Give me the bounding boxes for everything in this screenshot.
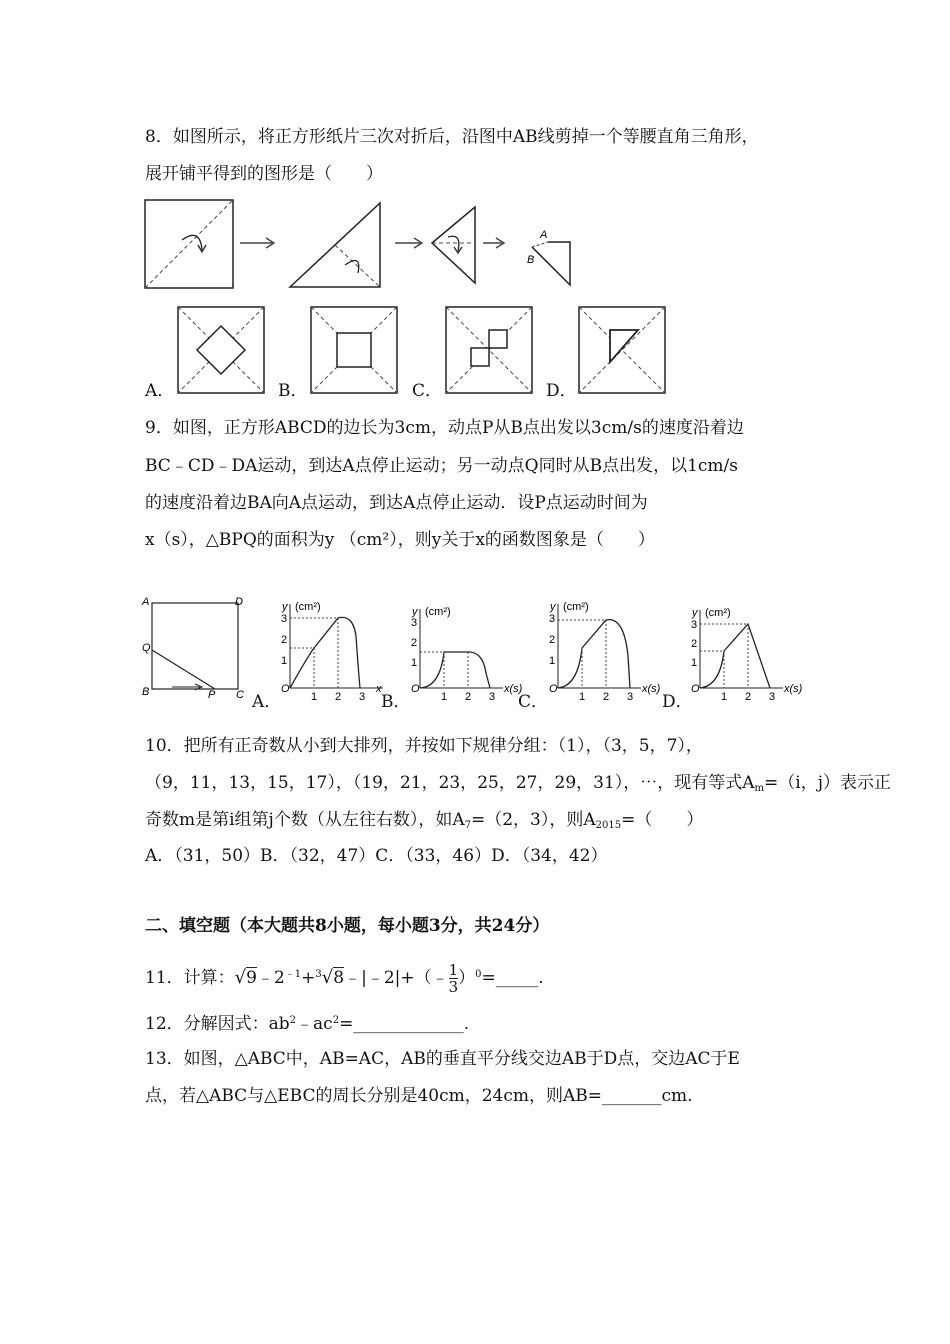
q9-graph-b-ytick-3: 3: [411, 617, 418, 629]
q9-option-b[interactable]: B．: [381, 692, 411, 712]
q9-graph-a-y: y: [282, 601, 288, 613]
q9-label-q: Q: [142, 642, 151, 654]
q10-line-2: （9，11，13，15，17），（19，21，23，25，27，29，31），⋯，现有等式$A_m=(i$，j）表示正: [145, 773, 891, 794]
q9-graph-b-ytick-1: 1: [411, 657, 418, 669]
q9-graph-a-ytick-2: 2: [281, 634, 288, 646]
q9-graph-c-ytick-3: 3: [549, 613, 556, 625]
q9-graph-c-unit: (cm²): [563, 601, 589, 613]
q9-graph-d-ytick-1: 1: [691, 657, 698, 669]
q9-graph-a-xtick-1: 1: [311, 691, 318, 703]
q8-label-b: B: [527, 254, 535, 266]
q9-label-c: C: [236, 689, 244, 701]
q9-label-b: B: [142, 686, 150, 698]
q9-graph-c-x: x(s): [642, 683, 661, 695]
q8-folding-diagram: [140, 195, 580, 295]
q9-label-d: D: [235, 596, 243, 608]
q9-line-3: 的速度沿着边BA向A点运动，到达A点停止运动．设P点运动时间为: [145, 493, 648, 513]
q9-graph-d-xtick-2: 2: [745, 691, 752, 703]
q9-graph-d-ytick-3: 3: [691, 619, 698, 631]
q9-graph-a-origin: O: [281, 683, 290, 695]
q9-option-a[interactable]: A．: [252, 692, 282, 712]
q9-graph-a-xtick-3: 3: [359, 691, 366, 703]
q9-graph-b-origin: O: [411, 683, 420, 695]
q8-line-1: 8．如图所示，将正方形纸片三次对折后，沿图中AB线剪掉一个等腰直角三角形，: [145, 127, 759, 147]
q9-graph-c-ytick-2: 2: [549, 634, 556, 646]
q9-graph-d-xtick-1: 1: [721, 691, 728, 703]
q13-line-1: 13．如图，△ABC中，AB=AC，AB的垂直平分线交边AB于D点，交边AC于E: [145, 1049, 740, 1069]
q8-line-2: 展开铺平得到的图形是（ ）: [145, 164, 383, 184]
q9-graph-c-xtick-1: 1: [579, 691, 586, 703]
q10-options[interactable]: A．（31，50）B．（32，47）C．（33，46）D．（34，42）: [145, 846, 608, 866]
q9-line-1: 9．如图，正方形ABCD的边长为3cm，动点P从B点出发以3cm/s的速度沿着边: [145, 418, 744, 438]
q9-graph-a-unit: (cm²): [295, 601, 321, 613]
q9-graph-c: [546, 596, 664, 701]
q9-graph-a-ytick-1: 1: [281, 655, 288, 667]
q8-option-c-figure: [445, 306, 533, 394]
q9-graph-b-xtick-1: 1: [441, 691, 448, 703]
q9-graph-c-xtick-3: 3: [627, 691, 634, 703]
q10-line-1: 10．把所有正奇数从小到大排列，并按如下规律分组：（1），（3，5，7），: [145, 736, 703, 756]
q9-graph-d-xtick-3: 3: [769, 691, 776, 703]
q9-option-c[interactable]: C．: [518, 692, 549, 712]
q8-option-a[interactable]: A．: [145, 381, 175, 401]
q9-label-a: A: [142, 596, 150, 608]
q9-graph-c-xtick-2: 2: [603, 691, 610, 703]
q9-graph-c-y: y: [550, 601, 556, 613]
q8-option-d-figure: [578, 306, 666, 394]
q9-graph-b-ytick-2: 2: [411, 637, 418, 649]
q9-graph-b-x: x(s): [504, 683, 523, 695]
q9-graph-d-y: y: [692, 607, 698, 619]
q9-graph-a-ytick-3: 3: [281, 613, 288, 625]
q9-line-4: x（s），△BPQ的面积为y （cm²），则y关于x的函数图象是（ ）: [145, 530, 655, 550]
q9-graph-b-xtick-3: 3: [489, 691, 496, 703]
q9-graph-b-xtick-2: 2: [465, 691, 472, 703]
q12-line: 12．分解因式：$ab^2﹣ac^2=\_\_\_\_\_\_\_\_\_\_\_\_\_$.: [145, 1014, 470, 1034]
q9-graph-b-unit: (cm²): [425, 606, 451, 618]
q10-line-3: 奇数m是第i组第j个数（从左往右数），如$A_7=(2$，3），则$A_{2015}=$（ ）: [145, 810, 704, 831]
q8-option-a-figure: [177, 306, 265, 394]
q9-graph-d-origin: O: [691, 683, 700, 695]
q8-option-b[interactable]: B．: [278, 381, 308, 401]
q9-graph-d-ytick-2: 2: [691, 638, 698, 650]
q8-label-a: A: [540, 229, 548, 241]
q9-graph-b: [408, 603, 523, 701]
q9-graph-a-xtick-2: 2: [335, 691, 342, 703]
section-2-title: 二、填空题（本大题共8小题，每小题3分，共24分）: [145, 916, 550, 936]
q9-graph-c-origin: O: [549, 683, 558, 695]
q9-graph-d-unit: (cm²): [705, 607, 731, 619]
q9-line-2: BC﹣CD﹣DA运动，到达A点停止运动；另一动点Q同时从B点出发，以1cm/s: [145, 456, 738, 476]
q9-graph-b-y: y: [412, 606, 418, 618]
q13-line-2: 点，若△ABC与△EBC的周长分别是40cm，24cm，则AB=_______cm.: [145, 1086, 693, 1106]
q9-option-d[interactable]: D．: [662, 692, 693, 712]
q9-graph-a: [278, 596, 388, 701]
q8-option-b-figure: [310, 306, 398, 394]
q9-graph-c-ytick-1: 1: [549, 655, 556, 667]
q8-option-c[interactable]: C．: [412, 381, 443, 401]
q9-square-figure: [140, 595, 250, 700]
q9-graph-d-x: x(s): [784, 683, 803, 695]
q9-graph-d: [688, 604, 806, 701]
q9-graph-a-x: x: [376, 683, 382, 695]
q11-line: 11．计算：$√9﹣2^{﹣1}+^3√8﹣|﹣2|+(﹣$ $\frac{1}{3}$ ）$^0$=_____.: [145, 961, 544, 996]
q9-label-p: P: [208, 689, 216, 701]
q8-option-d[interactable]: D．: [546, 381, 577, 401]
